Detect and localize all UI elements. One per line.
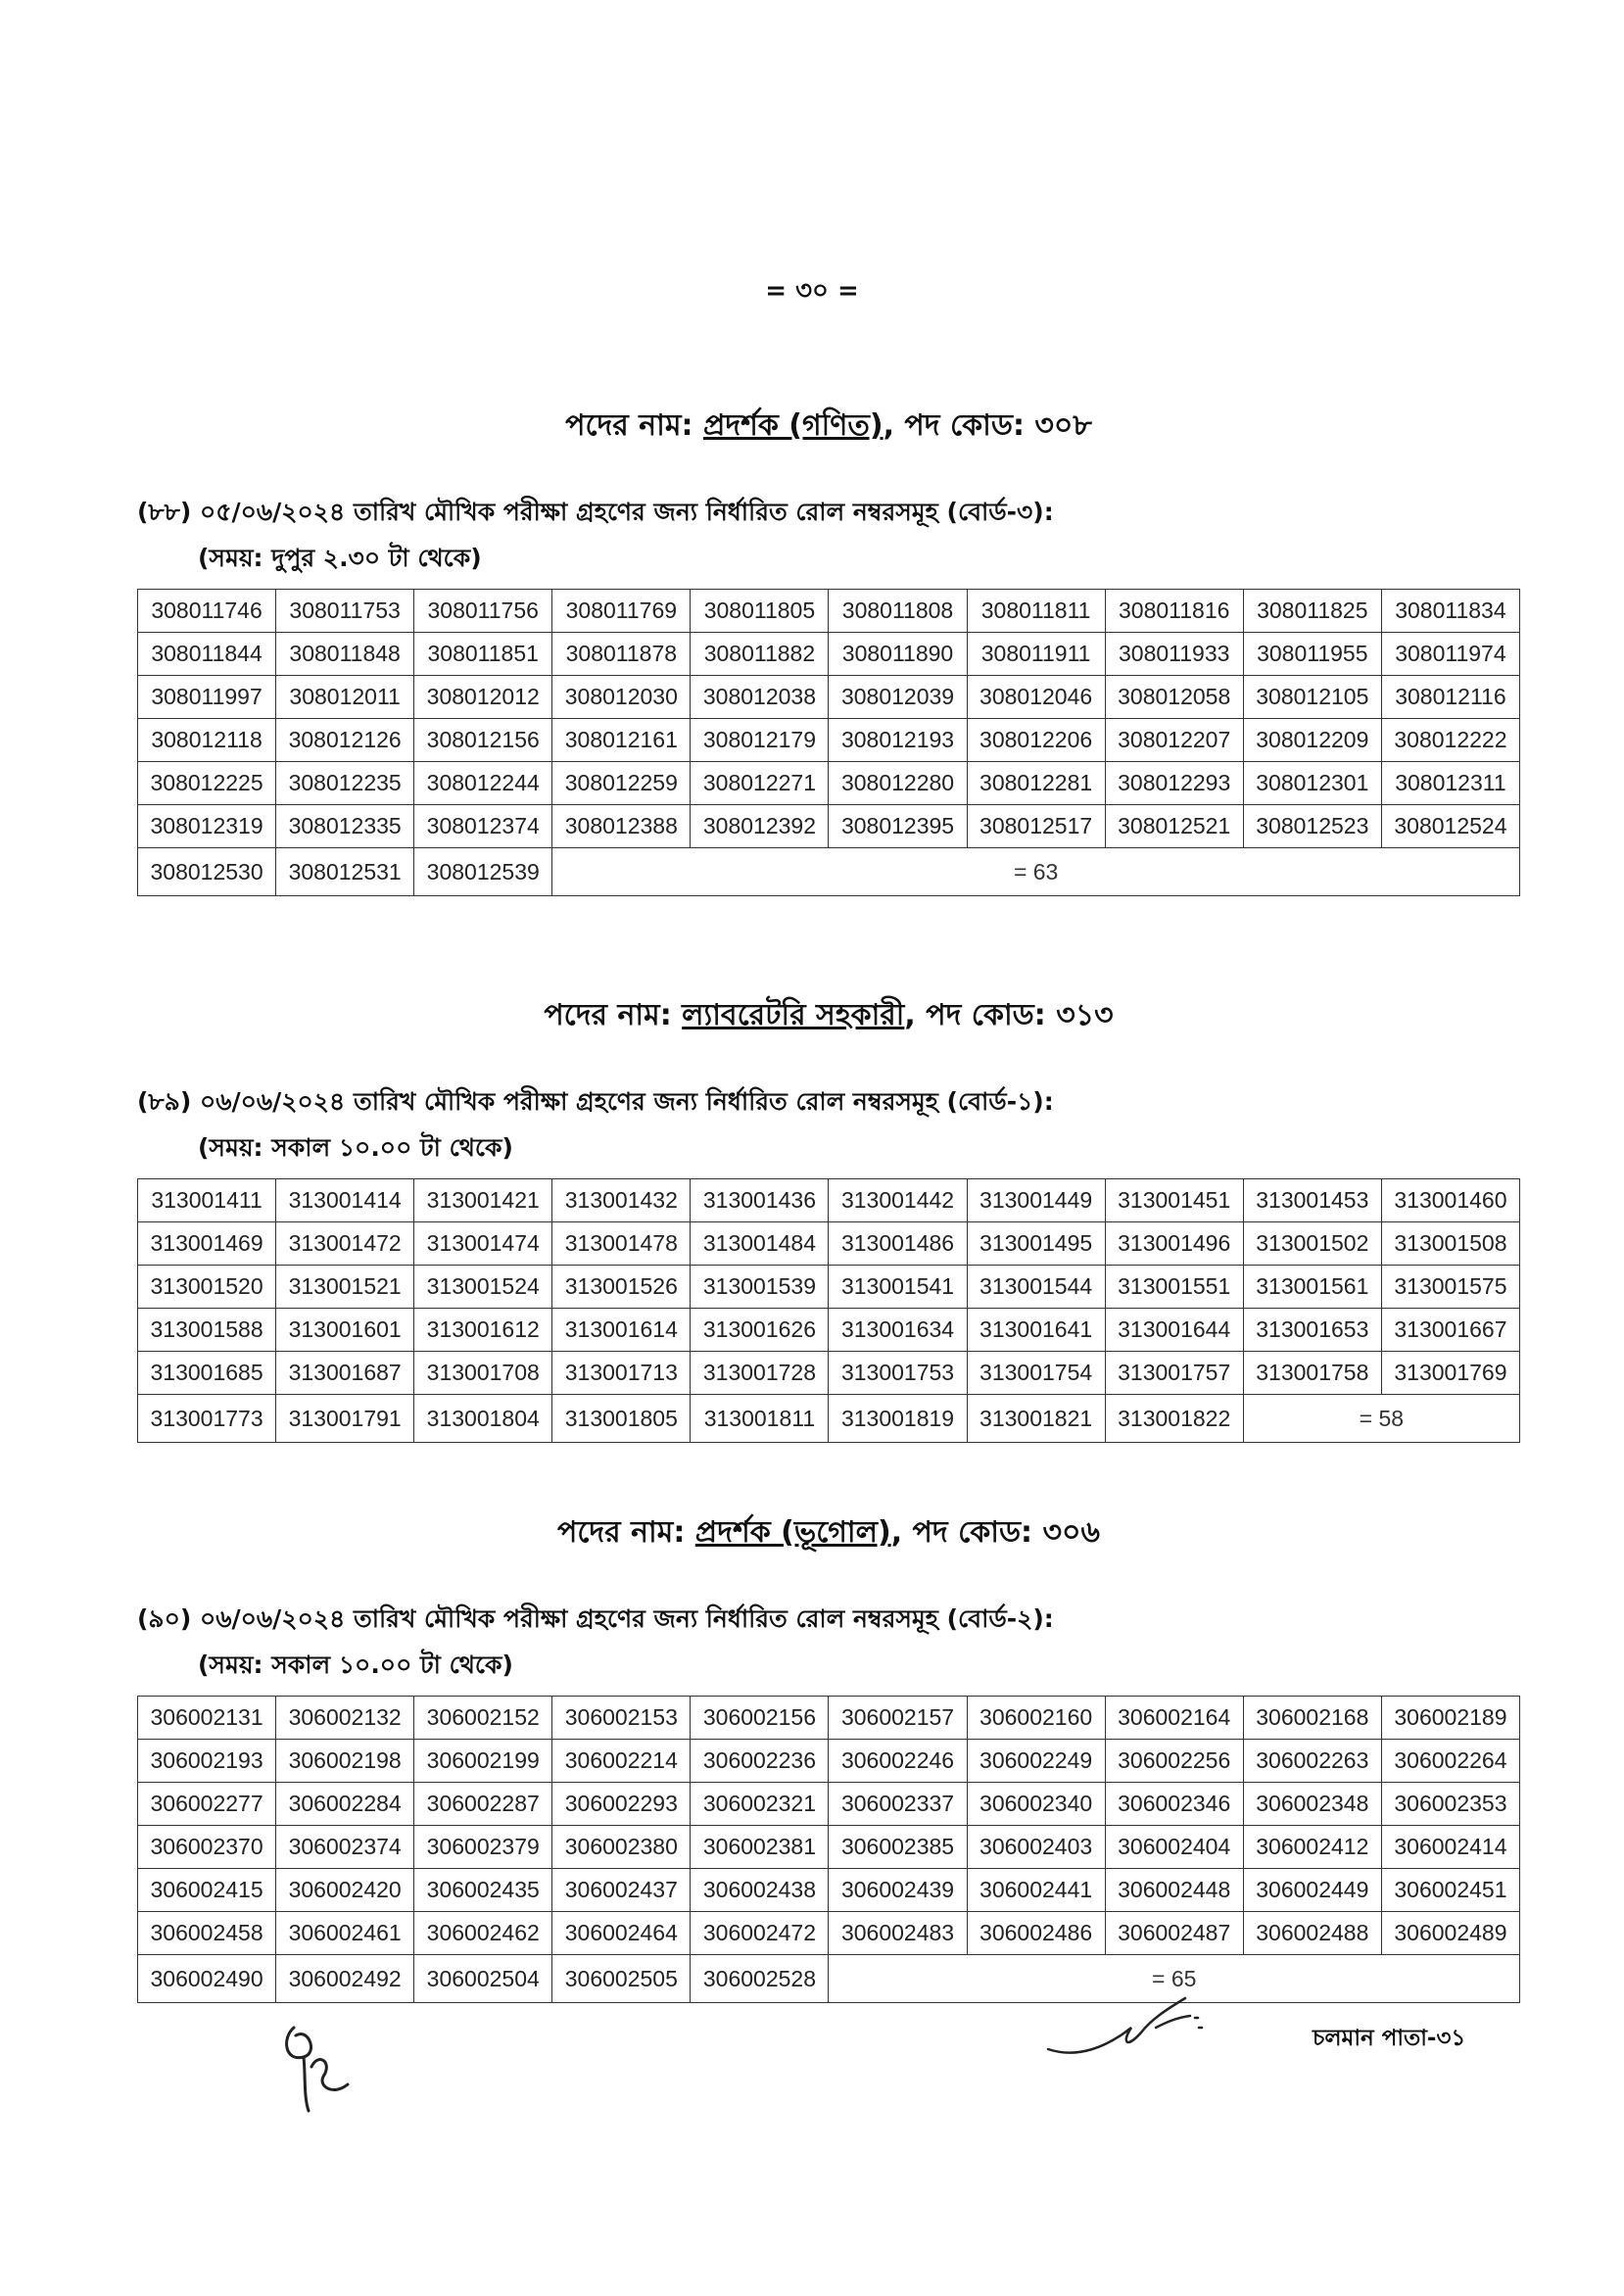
roll-cell: 308012388 bbox=[552, 805, 691, 848]
section-post-306 bbox=[137, 1508, 1520, 2003]
roll-table bbox=[137, 1178, 1520, 1443]
roll-cell: 313001451 bbox=[1105, 1179, 1243, 1222]
roll-cell: 306002403 bbox=[967, 1826, 1105, 1869]
roll-cell: 306002385 bbox=[829, 1826, 967, 1869]
roll-cell: 313001758 bbox=[1243, 1352, 1381, 1395]
roll-cell: 308012011 bbox=[276, 676, 414, 719]
roll-cell: 308012222 bbox=[1381, 719, 1519, 762]
post-label: পদের নাম: bbox=[544, 998, 672, 1032]
post-code-label: , পদ কোড: bbox=[890, 1515, 1033, 1550]
roll-cell: 306002379 bbox=[414, 1826, 552, 1869]
roll-cell: 313001472 bbox=[276, 1222, 414, 1266]
roll-cell: 308011756 bbox=[414, 590, 552, 633]
roll-cell: 306002353 bbox=[1381, 1783, 1519, 1826]
roll-cell: 306002438 bbox=[691, 1869, 829, 1912]
roll-cell: 306002441 bbox=[967, 1869, 1105, 1912]
post-code-value: ৩০৬ bbox=[1042, 1515, 1101, 1550]
roll-cell: 306002414 bbox=[1381, 1826, 1519, 1869]
table-row bbox=[138, 633, 1520, 676]
roll-cell: 313001791 bbox=[276, 1395, 414, 1443]
roll-cell: 308011746 bbox=[138, 590, 276, 633]
roll-cell: 313001822 bbox=[1105, 1395, 1243, 1443]
roll-cell: 306002337 bbox=[829, 1783, 967, 1826]
roll-cell: 308012280 bbox=[829, 762, 967, 805]
roll-cell: 306002157 bbox=[829, 1697, 967, 1740]
roll-cell: 313001561 bbox=[1243, 1266, 1381, 1309]
roll-cell: 306002256 bbox=[1105, 1740, 1243, 1783]
roll-cell: 313001653 bbox=[1243, 1309, 1381, 1352]
roll-cell: 308012271 bbox=[691, 762, 829, 805]
table-row bbox=[138, 805, 1520, 848]
roll-cell: 313001442 bbox=[829, 1179, 967, 1222]
post-title bbox=[137, 402, 1520, 452]
roll-cell: 306002189 bbox=[1381, 1697, 1519, 1740]
roll-cell: 308011890 bbox=[829, 633, 967, 676]
roll-cell: 306002420 bbox=[276, 1869, 414, 1912]
roll-cell: 306002528 bbox=[691, 1955, 829, 2003]
roll-cell: 306002472 bbox=[691, 1912, 829, 1955]
roll-cell: 313001805 bbox=[552, 1395, 691, 1443]
roll-cell: 313001520 bbox=[138, 1266, 276, 1309]
roll-cell: 306002412 bbox=[1243, 1826, 1381, 1869]
roll-cell: 306002505 bbox=[552, 1955, 691, 2003]
roll-cell: 308012116 bbox=[1381, 676, 1519, 719]
roll-cell: 306002449 bbox=[1243, 1869, 1381, 1912]
roll-cell: 313001601 bbox=[276, 1309, 414, 1352]
roll-cell: 313001524 bbox=[414, 1266, 552, 1309]
roll-cell: 308011811 bbox=[967, 590, 1105, 633]
roll-cell: 313001484 bbox=[691, 1222, 829, 1266]
roll-cell: 306002380 bbox=[552, 1826, 691, 1869]
roll-cell: 313001469 bbox=[138, 1222, 276, 1266]
roll-cell: 313001757 bbox=[1105, 1352, 1243, 1395]
roll-cell: 306002435 bbox=[414, 1869, 552, 1912]
roll-cell: 313001453 bbox=[1243, 1179, 1381, 1222]
roll-cell: 308011769 bbox=[552, 590, 691, 633]
post-code-value: ৩০৮ bbox=[1034, 408, 1092, 443]
table-row bbox=[138, 1783, 1520, 1826]
roll-cell: 306002164 bbox=[1105, 1697, 1243, 1740]
roll-cell: 306002168 bbox=[1243, 1697, 1381, 1740]
post-label: পদের নাম: bbox=[556, 1515, 686, 1550]
signature-left bbox=[264, 2008, 372, 2126]
roll-cell: 308012030 bbox=[552, 676, 691, 719]
signature-right bbox=[1038, 1988, 1224, 2077]
schedule-heading: (৯০) ০৬/০৬/২০২৪ তারিখ মৌখিক পরীক্ষা গ্রহণের জন্য নির্ধারিত রোল নম্বরসমূহ (বোর্ড-২): bbox=[137, 1604, 1054, 1633]
roll-cell: 313001526 bbox=[552, 1266, 691, 1309]
roll-cell: 308012179 bbox=[691, 719, 829, 762]
roll-cell: 308011955 bbox=[1243, 633, 1381, 676]
roll-cell: 306002381 bbox=[691, 1826, 829, 1869]
roll-cell: 313001614 bbox=[552, 1309, 691, 1352]
roll-cell: 308011825 bbox=[1243, 590, 1381, 633]
roll-cell: 313001769 bbox=[1381, 1352, 1519, 1395]
schedule-time: (সময়: দুপুর ২.৩০ টা থেকে) bbox=[198, 544, 482, 572]
roll-cell: 308011753 bbox=[276, 590, 414, 633]
roll-count: = 58 bbox=[1243, 1395, 1519, 1443]
roll-cell: 313001449 bbox=[967, 1179, 1105, 1222]
roll-cell: 308012058 bbox=[1105, 676, 1243, 719]
roll-cell: 313001713 bbox=[552, 1352, 691, 1395]
roll-cell: 313001541 bbox=[829, 1266, 967, 1309]
roll-cell: 306002415 bbox=[138, 1869, 276, 1912]
section-post-313 bbox=[137, 991, 1520, 1443]
post-code-label: , পদ কোড: bbox=[904, 998, 1046, 1032]
table-row bbox=[138, 1179, 1520, 1222]
roll-cell: 313001432 bbox=[552, 1179, 691, 1222]
roll-cell: 306002461 bbox=[276, 1912, 414, 1955]
roll-cell: 306002370 bbox=[138, 1826, 276, 1869]
roll-cell: 306002264 bbox=[1381, 1740, 1519, 1783]
table-row bbox=[138, 1222, 1520, 1266]
roll-cell: 308012335 bbox=[276, 805, 414, 848]
schedule-time: (সময়: সকাল ১০.০০ টা থেকে) bbox=[198, 1133, 513, 1162]
roll-table bbox=[137, 589, 1520, 896]
roll-cell: 306002348 bbox=[1243, 1783, 1381, 1826]
table-row bbox=[138, 1697, 1520, 1740]
roll-cell: 306002489 bbox=[1381, 1912, 1519, 1955]
roll-cell: 313001634 bbox=[829, 1309, 967, 1352]
roll-cell: 308011844 bbox=[138, 633, 276, 676]
roll-cell: 306002236 bbox=[691, 1740, 829, 1783]
roll-cell: 308012392 bbox=[691, 805, 829, 848]
roll-cell: 306002374 bbox=[276, 1826, 414, 1869]
page-number: = ৩০ = bbox=[765, 276, 859, 306]
roll-cell: 308012517 bbox=[967, 805, 1105, 848]
roll-cell: 308012301 bbox=[1243, 762, 1381, 805]
roll-cell: 308012235 bbox=[276, 762, 414, 805]
roll-cell: 306002214 bbox=[552, 1740, 691, 1783]
roll-cell: 306002249 bbox=[967, 1740, 1105, 1783]
schedule-time: (সময়: সকাল ১০.০০ টা থেকে) bbox=[198, 1650, 513, 1679]
roll-cell: 313001544 bbox=[967, 1266, 1105, 1309]
roll-cell: 308011851 bbox=[414, 633, 552, 676]
table-row bbox=[138, 719, 1520, 762]
roll-cell: 308011974 bbox=[1381, 633, 1519, 676]
post-code-value: ৩১৩ bbox=[1056, 998, 1114, 1032]
post-name: প্রদর্শক (ভূগোল) bbox=[694, 1515, 891, 1550]
roll-table bbox=[137, 1696, 1520, 2003]
roll-cell: 308012531 bbox=[276, 848, 414, 896]
roll-cell: 313001478 bbox=[552, 1222, 691, 1266]
section-post-308 bbox=[137, 402, 1520, 896]
roll-cell: 313001539 bbox=[691, 1266, 829, 1309]
table-row bbox=[138, 1826, 1520, 1869]
roll-cell: 306002486 bbox=[967, 1912, 1105, 1955]
roll-cell: 308012156 bbox=[414, 719, 552, 762]
roll-cell: 313001508 bbox=[1381, 1222, 1519, 1266]
roll-cell: 306002483 bbox=[829, 1912, 967, 1955]
roll-cell: 306002246 bbox=[829, 1740, 967, 1783]
continued-page-note: চলমান পাতা-৩১ bbox=[1313, 2026, 1466, 2051]
roll-cell: 313001811 bbox=[691, 1395, 829, 1443]
roll-cell: 308012319 bbox=[138, 805, 276, 848]
roll-cell: 306002321 bbox=[691, 1783, 829, 1826]
roll-cell: 313001436 bbox=[691, 1179, 829, 1222]
roll-cell: 308012244 bbox=[414, 762, 552, 805]
roll-cell: 306002340 bbox=[967, 1783, 1105, 1826]
roll-cell: 313001819 bbox=[829, 1395, 967, 1443]
roll-cell: 306002504 bbox=[414, 1955, 552, 2003]
post-name: প্রদর্শক (গণিত) bbox=[702, 408, 884, 443]
roll-cell: 308012209 bbox=[1243, 719, 1381, 762]
roll-cell: 306002437 bbox=[552, 1869, 691, 1912]
roll-cell: 313001588 bbox=[138, 1309, 276, 1352]
table-row bbox=[138, 848, 1520, 896]
roll-cell: 306002160 bbox=[967, 1697, 1105, 1740]
roll-cell: 306002458 bbox=[138, 1912, 276, 1955]
roll-cell: 308011848 bbox=[276, 633, 414, 676]
roll-cell: 313001575 bbox=[1381, 1266, 1519, 1309]
roll-cell: 306002451 bbox=[1381, 1869, 1519, 1912]
roll-cell: 308012046 bbox=[967, 676, 1105, 719]
post-title bbox=[137, 991, 1520, 1041]
roll-cell: 313001460 bbox=[1381, 1179, 1519, 1222]
roll-cell: 313001641 bbox=[967, 1309, 1105, 1352]
roll-cell: 308011808 bbox=[829, 590, 967, 633]
roll-cell: 313001821 bbox=[967, 1395, 1105, 1443]
roll-cell: 308012161 bbox=[552, 719, 691, 762]
roll-cell: 313001612 bbox=[414, 1309, 552, 1352]
table-row bbox=[138, 1352, 1520, 1395]
roll-cell: 308012012 bbox=[414, 676, 552, 719]
table-row bbox=[138, 676, 1520, 719]
roll-cell: 306002346 bbox=[1105, 1783, 1243, 1826]
table-row bbox=[138, 1395, 1520, 1443]
roll-cell: 308012523 bbox=[1243, 805, 1381, 848]
roll-cell: 308012207 bbox=[1105, 719, 1243, 762]
roll-cell: 306002492 bbox=[276, 1955, 414, 2003]
table-row bbox=[138, 1309, 1520, 1352]
roll-cell: 313001804 bbox=[414, 1395, 552, 1443]
roll-cell: 313001474 bbox=[414, 1222, 552, 1266]
roll-cell: 308012038 bbox=[691, 676, 829, 719]
roll-cell: 313001495 bbox=[967, 1222, 1105, 1266]
roll-cell: 306002156 bbox=[691, 1697, 829, 1740]
roll-cell: 313001496 bbox=[1105, 1222, 1243, 1266]
roll-cell: 308011816 bbox=[1105, 590, 1243, 633]
roll-cell: 313001521 bbox=[276, 1266, 414, 1309]
table-row bbox=[138, 1869, 1520, 1912]
roll-cell: 308012193 bbox=[829, 719, 967, 762]
roll-cell: 308012225 bbox=[138, 762, 276, 805]
roll-cell: 306002488 bbox=[1243, 1912, 1381, 1955]
roll-cell: 308012395 bbox=[829, 805, 967, 848]
roll-cell: 313001667 bbox=[1381, 1309, 1519, 1352]
table-row bbox=[138, 1740, 1520, 1783]
roll-count: = 63 bbox=[552, 848, 1520, 896]
roll-cell: 313001551 bbox=[1105, 1266, 1243, 1309]
roll-cell: 306002131 bbox=[138, 1697, 276, 1740]
roll-cell: 308012521 bbox=[1105, 805, 1243, 848]
roll-cell: 308011997 bbox=[138, 676, 276, 719]
roll-cell: 313001753 bbox=[829, 1352, 967, 1395]
roll-cell: 306002287 bbox=[414, 1783, 552, 1826]
roll-cell: 308012281 bbox=[967, 762, 1105, 805]
roll-cell: 313001687 bbox=[276, 1352, 414, 1395]
roll-cell: 306002439 bbox=[829, 1869, 967, 1912]
roll-cell: 308012374 bbox=[414, 805, 552, 848]
roll-cell: 313001414 bbox=[276, 1179, 414, 1222]
roll-cell: 308011834 bbox=[1381, 590, 1519, 633]
roll-cell: 306002462 bbox=[414, 1912, 552, 1955]
roll-cell: 306002153 bbox=[552, 1697, 691, 1740]
post-code-label: , পদ কোড: bbox=[883, 408, 1025, 443]
roll-cell: 306002448 bbox=[1105, 1869, 1243, 1912]
roll-count: = 65 bbox=[829, 1955, 1520, 2003]
roll-cell: 306002404 bbox=[1105, 1826, 1243, 1869]
roll-cell: 306002199 bbox=[414, 1740, 552, 1783]
roll-cell: 308011933 bbox=[1105, 633, 1243, 676]
post-name: ল্যাবরেটরি সহকারী bbox=[682, 998, 905, 1032]
roll-cell: 313001773 bbox=[138, 1395, 276, 1443]
roll-cell: 306002293 bbox=[552, 1783, 691, 1826]
roll-cell: 308012311 bbox=[1381, 762, 1519, 805]
roll-cell: 313001626 bbox=[691, 1309, 829, 1352]
table-row bbox=[138, 1912, 1520, 1955]
roll-cell: 306002487 bbox=[1105, 1912, 1243, 1955]
roll-cell: 313001486 bbox=[829, 1222, 967, 1266]
roll-cell: 306002193 bbox=[138, 1740, 276, 1783]
roll-cell: 308012293 bbox=[1105, 762, 1243, 805]
table-row bbox=[138, 590, 1520, 633]
roll-cell: 306002464 bbox=[552, 1912, 691, 1955]
table-row bbox=[138, 762, 1520, 805]
roll-cell: 313001685 bbox=[138, 1352, 276, 1395]
roll-cell: 308012539 bbox=[414, 848, 552, 896]
roll-cell: 306002490 bbox=[138, 1955, 276, 2003]
roll-cell: 308011911 bbox=[967, 633, 1105, 676]
roll-cell: 308012259 bbox=[552, 762, 691, 805]
roll-cell: 308012118 bbox=[138, 719, 276, 762]
roll-cell: 308012039 bbox=[829, 676, 967, 719]
schedule-heading: (৮৯) ০৬/০৬/২০২৪ তারিখ মৌখিক পরীক্ষা গ্রহণের জন্য নির্ধারিত রোল নম্বরসমূহ (বোর্ড-১): bbox=[137, 1087, 1054, 1116]
roll-cell: 306002284 bbox=[276, 1783, 414, 1826]
roll-cell: 308011878 bbox=[552, 633, 691, 676]
roll-cell: 308012206 bbox=[967, 719, 1105, 762]
roll-cell: 308012105 bbox=[1243, 676, 1381, 719]
table-row bbox=[138, 1266, 1520, 1309]
roll-cell: 313001754 bbox=[967, 1352, 1105, 1395]
roll-cell: 313001411 bbox=[138, 1179, 276, 1222]
roll-cell: 313001644 bbox=[1105, 1309, 1243, 1352]
roll-cell: 308011882 bbox=[691, 633, 829, 676]
table-row bbox=[138, 1955, 1520, 2003]
roll-cell: 306002263 bbox=[1243, 1740, 1381, 1783]
roll-cell: 313001728 bbox=[691, 1352, 829, 1395]
roll-cell: 313001708 bbox=[414, 1352, 552, 1395]
post-label: পদের নাম: bbox=[565, 408, 693, 443]
roll-cell: 308012524 bbox=[1381, 805, 1519, 848]
roll-cell: 306002152 bbox=[414, 1697, 552, 1740]
post-title bbox=[137, 1508, 1520, 1558]
roll-cell: 308012530 bbox=[138, 848, 276, 896]
roll-cell: 306002198 bbox=[276, 1740, 414, 1783]
roll-cell: 308012126 bbox=[276, 719, 414, 762]
roll-cell: 313001421 bbox=[414, 1179, 552, 1222]
schedule-heading: (৮৮) ০৫/০৬/২০২৪ তারিখ মৌখিক পরীক্ষা গ্রহণের জন্য নির্ধারিত রোল নম্বরসমূহ (বোর্ড-৩): bbox=[137, 498, 1054, 526]
roll-cell: 306002132 bbox=[276, 1697, 414, 1740]
roll-cell: 308011805 bbox=[691, 590, 829, 633]
roll-cell: 313001502 bbox=[1243, 1222, 1381, 1266]
roll-cell: 306002277 bbox=[138, 1783, 276, 1826]
